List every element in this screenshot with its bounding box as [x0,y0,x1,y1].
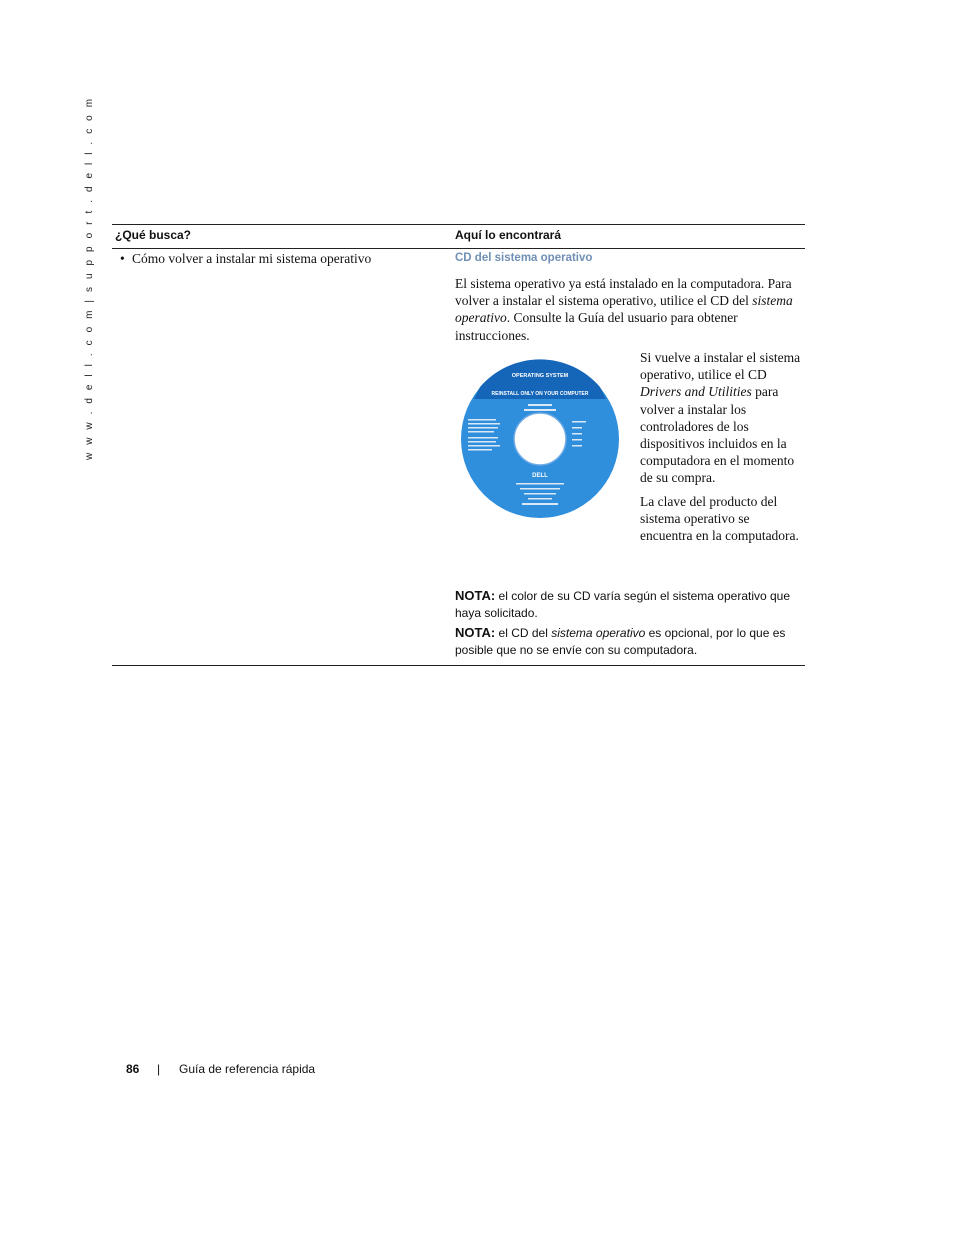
bullet-text: Cómo volver a instalar mi sistema operativo [132,251,372,266]
header-right: Aquí lo encontrará [455,228,562,242]
note-2-label: NOTA: [455,625,496,640]
intro-text-1: El sistema operativo ya está instalado en la computadora. Para volver a instalar el sistema operativo, utilice el CD del [455,276,792,309]
intro-paragraph [455,275,805,344]
side-text-1: Si vuelve a instalar el sistema operativo, utilice el CD [640,350,801,383]
bullet-symbol: • [120,251,125,266]
cd-disc-image [458,357,622,519]
note-2-italic: sistema operativo [551,626,646,640]
side-paragraph-1 [640,349,805,487]
cd-side-text [640,349,805,550]
footer-title: Guía de referencia rápida [179,1062,316,1076]
cd-subtitle: REINSTALL ONLY ON YOUR COMPUTER [491,391,589,397]
table-bottom-rule [112,665,805,666]
note-1-label: NOTA: [455,588,496,603]
intro-italic: sistema operativo [455,293,793,326]
table-top-rule [112,224,805,225]
note-1-text: el color de su CD varía según el sistema operativo que haya solicitado. [455,589,791,620]
cd-title: OPERATING SYSTEM [511,373,569,379]
note-2 [455,624,805,659]
note-2-text-2: es opcional, por lo que es posible que no se envíe con su computadora. [455,626,786,657]
side-url: w w w . d e l l . c o m | s u p p o r t . d e l l . c o m [84,96,95,460]
footer-separator: | [157,1062,161,1076]
cd-brand-logo: DELL [532,473,548,479]
side-text-2: para volver a instalar los controladores de los dispositivos incluidos en la computadora en el momento de su compra. [640,384,795,486]
side-italic: Drivers and Utilities [640,384,752,400]
note-2-text-1: el CD del [495,626,552,640]
page-number: 86 [126,1062,140,1076]
header-left: ¿Qué busca? [115,228,192,242]
bullet-item [120,251,371,267]
section-title: CD del sistema operativo [455,252,593,264]
note-1 [455,587,805,622]
header-rule [112,248,805,249]
intro-text-2: . Consulte la Guía del usuario para obtener instrucciones. [455,310,738,343]
side-paragraph-2: La clave del producto del sistema operativo se encuentra en la computadora. [640,493,799,544]
